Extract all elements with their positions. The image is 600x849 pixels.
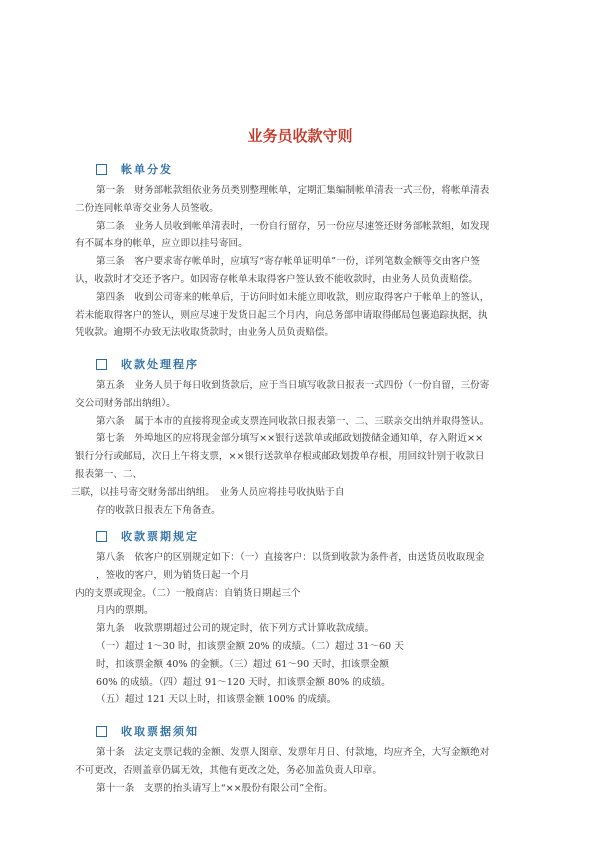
paragraph-line: 存的收款日报表左下角备查。 [96,504,221,516]
paragraph-line: 第八条 依客户的区别规定如下：（一）直接客户：以货到收款为条件者，由送货员收取现金 [96,552,485,563]
paragraph-line: 第五条 业务人员于每日收到货款后，应于当日填写收款日报表一式四份（一份自留，三份寄 [96,380,490,391]
checkbox-square-icon [96,726,107,737]
paragraph-line: （一）超过 1～30 时，扣该票金额 20% 的成绩。（二）超过 31～60 天 [96,640,404,652]
paragraph-line: 若未能取得客户的签认，则应尽速于发货日起三个月内，向总务部申请取得邮局包裹追踪执据，执 [75,309,488,321]
checkbox-square-icon [96,164,107,175]
paragraph-line: 第三条 客户要求寄存帐单时，应填写“寄存帐单证明单”一份，详列笔数金额等交由客户签 [96,256,480,268]
checkbox-square-icon [96,531,107,542]
paragraph-line: （五）超过 121 天以上时，扣该票金额 100% 的成绩。 [96,694,337,706]
paragraph-line: 内的支票或现金。（二）一般商店：自销货日期起三个 [75,587,301,599]
paragraph-line: 第一条 财务部帐款组依业务员类别整理帐单，定期汇集编制帐单清表一式三份，将帐单清表 [96,185,490,196]
paragraph-line: 二份连同帐单寄交业务人员签收。 [75,202,219,214]
paragraph-line: 第十条 法定支票记载的金额、发票人图章、发票年月日、付款地，均应齐全，大写金额绝对 [96,747,490,758]
section-heading-text: 帐单分发 [121,163,173,176]
section-body [71,377,536,519]
document-title: 业务员收款守则 [247,127,353,145]
paragraph-line: 60% 的成绩。（四）超过 91～120 天时，扣该票金额 80% 的成绩。 [96,676,391,688]
paragraph-line: 交公司财务部出纳组）。 [75,397,176,409]
section-heading-text: 收款票期规定 [121,530,199,543]
section-heading [96,355,536,373]
section-body [75,182,536,342]
paragraph-line: 三联，以挂号寄交财务部出纳组。 业务人员应将挂号收执贴于自 [71,486,345,498]
paragraph-line: ，签收的客户，则为销货日起一个月 [96,569,250,581]
section-heading [96,722,536,740]
paragraph-line: 第六条 属于本市的直接将现金或支票连同收款日报表第一、二、三联亲交出纳并取得签认。 [96,415,490,427]
section-heading [96,160,536,178]
section-body [75,744,536,797]
section-collection-procedure [71,355,536,519]
checkbox-square-icon [96,359,107,370]
paragraph-line: 凭收款。逾期不办致无法收取货款时，由业务人员负责赔偿。 [75,327,335,339]
paragraph-line: 第九条 收款票期超过公司的规定时，依下列方式计算收款成绩。 [96,623,375,635]
paragraph-line: 第二条 业务人员收到帐单清表时，一份自行留存，另一份应尽速签还财务部帐款组，如发现 [96,220,490,232]
section-payment-terms [75,527,536,709]
section-heading-text: 收取票据须知 [121,725,199,738]
section-bill-notes [75,722,536,797]
paragraph-line: 第十一条 支票的抬头请写上“××股份有限公司”全衔。 [96,782,333,794]
section-heading-text: 收款处理程序 [121,358,199,371]
paragraph-line: 不可更改，否则盖章仍属无效，其他有更改之处，务必加盖负责人印章。 [75,764,382,776]
paragraph-line: 有不属本身的帐单，应立即以挂号寄回。 [75,238,248,250]
paragraph-line: 月内的票期。 [96,605,154,617]
section-heading [96,527,536,545]
paragraph-line: 第四条 收到公司寄来的帐单后，于访问时如未能立即收款，则应取得客户于帐单上的签认， [96,291,490,303]
section-bill-distribution [75,160,536,342]
paragraph-line: 时，扣该票金额 40% 的金额。（三）超过 61～90 天时，扣该票金额 [96,658,389,670]
paragraph-line: 第七条 外埠地区的应将现金部分填写××银行送款单或邮政划拨储金通知单，存入附近×× [96,433,484,445]
paragraph-line: 银行分行或邮局，次日上午将支票，××银行送款单存根或邮政划拨单存根，用回纹针别于收款日 [75,451,485,463]
paragraph-line: 认，收款时才交还予客户。如因寄存帐单未取得客户签认致不能收款时，由业务人员负责赔偿。 [75,273,478,285]
paragraph-line: 报表第一、二、 [75,468,143,480]
section-body [75,549,536,709]
